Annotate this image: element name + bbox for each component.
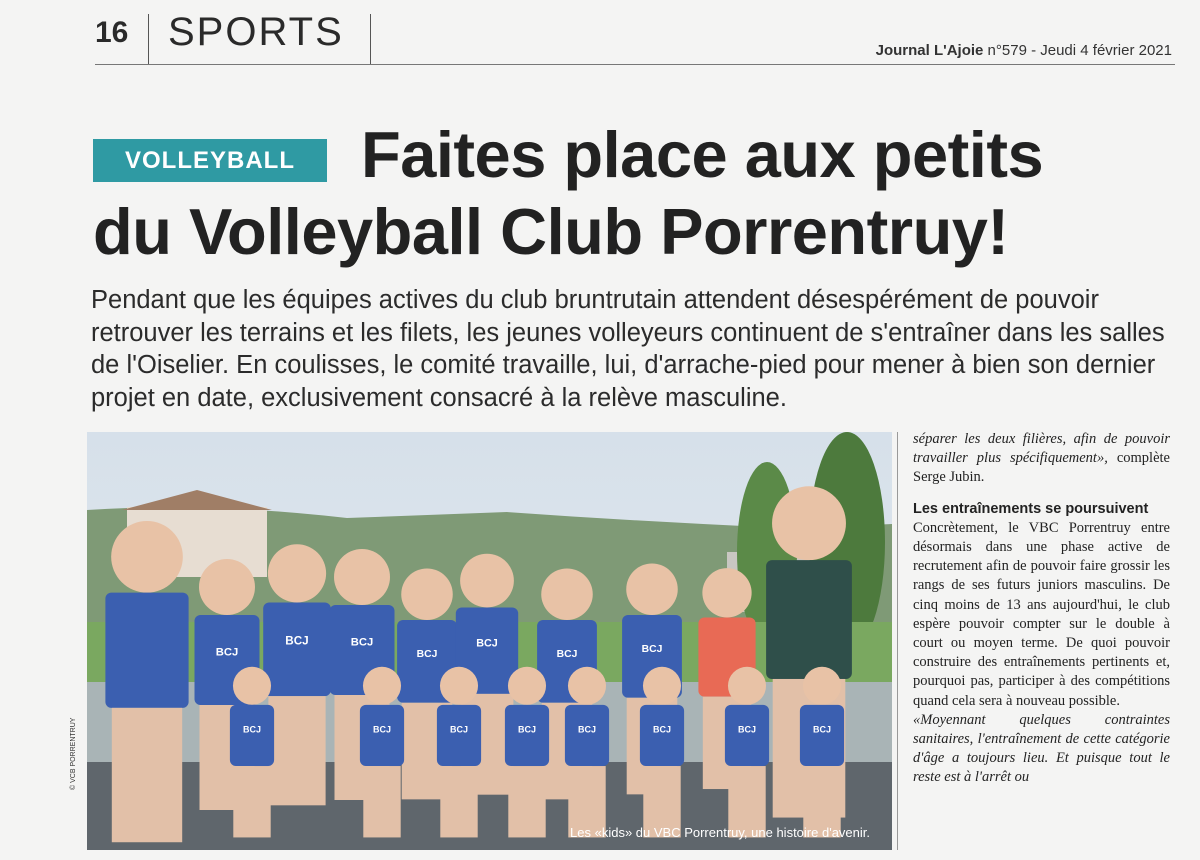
- photo-credit: © VCB PORRENTRUY: [70, 717, 77, 790]
- kid-front-legs: [233, 766, 270, 837]
- kid-front-shirt-text: BCJ: [577, 724, 597, 735]
- team-photo-image: [87, 432, 892, 850]
- kid-front-head: [643, 667, 681, 705]
- kid-front-shirt-text: BCJ: [812, 724, 832, 735]
- kid-front-shirt-text: BCJ: [652, 724, 672, 735]
- kid-shirt-text: BCJ: [476, 637, 498, 650]
- kid-front-legs: [363, 766, 400, 837]
- coach-right-head: [772, 486, 846, 560]
- publication-info: [876, 42, 1172, 59]
- kid-head: [541, 568, 593, 620]
- kid-front-jersey: [725, 705, 769, 766]
- headline-line-2: du Volleyball Club Porrentruy!: [93, 195, 1009, 268]
- kid-shirt-text: BCJ: [350, 636, 374, 649]
- photo-caption: Les «kids» du VBC Porrentruy, une histoire d'avenir.: [570, 825, 870, 840]
- kid-shirt-text: BCJ: [215, 646, 239, 659]
- kid-head: [268, 544, 326, 602]
- kid-shirt-text: BCJ: [416, 649, 438, 661]
- kid-front-shirt-text: BCJ: [242, 724, 262, 735]
- kid-front-jersey: [565, 705, 609, 766]
- kid-front-legs: [440, 766, 477, 837]
- kid-head: [702, 568, 751, 617]
- page-number: 16: [95, 16, 129, 49]
- kid-front-head: [508, 667, 546, 705]
- kid-head: [401, 568, 453, 620]
- quote-attribution: complète Serge Jubin.: [913, 450, 1170, 486]
- kid-head: [199, 559, 255, 615]
- kid-legs: [268, 696, 325, 805]
- kid-front-head: [803, 667, 841, 705]
- kid-front-jersey: [360, 705, 404, 766]
- section-title: SPORTS: [168, 10, 344, 54]
- kid-front-legs: [508, 766, 545, 837]
- header-divider: [370, 14, 371, 64]
- subheading: Les entraînements se poursuivent: [913, 500, 1149, 517]
- kid-head: [626, 563, 678, 615]
- kid-front-jersey: [800, 705, 844, 766]
- kid-front-jersey: [640, 705, 684, 766]
- kid-shirt-text: BCJ: [285, 634, 309, 648]
- kid-front-shirt-text: BCJ: [449, 724, 469, 735]
- issue-date: n°579 - Jeudi 4 février 2021: [987, 42, 1172, 59]
- kid-front-shirt-text: BCJ: [737, 724, 757, 735]
- kid-head: [334, 549, 390, 605]
- coach-right-jersey: [766, 560, 852, 679]
- kid-front-shirt-text: BCJ: [517, 724, 537, 735]
- kid-jersey: [263, 603, 331, 697]
- kid-shirt-text: BCJ: [641, 644, 663, 656]
- header-divider: [148, 14, 149, 64]
- kid-front-head: [440, 667, 478, 705]
- quote-end: séparer les deux filières, afin de pouvoir travailler plus spécifiquement»,: [913, 431, 1170, 467]
- article-lead: Pendant que les équipes actives du club bruntrutain attendent désespérément de pouvoir retrouver les terrains et les filets, les jeunes volleyeurs continuent de s'entraîner dans les salles de l'Oiselier. En coulisses, le comité travaille, lui, d'arrache-pied pour mener à bien son dernier projet en date, exclusivement consacré à la relève masculine.: [91, 286, 1165, 412]
- body-quote: «Moyennant quelques contraintes sanitaires, l'entraînement de cette catégorie d'âge a toujours lieu. Et puisque tout le reste est à l'arrêt ou: [913, 711, 1170, 786]
- coach-left-jersey: [105, 593, 188, 708]
- kid-front-head: [728, 667, 766, 705]
- coach-left-head: [111, 521, 183, 593]
- article-column: [913, 430, 1170, 788]
- kid-front-head: [568, 667, 606, 705]
- headline-line-1: Faites place aux petits: [361, 118, 1044, 191]
- coach-left-legs: [112, 708, 182, 842]
- publication-name: Journal L'Ajoie: [875, 42, 984, 59]
- kid-front-jersey: [505, 705, 549, 766]
- kid-front-head: [233, 667, 271, 705]
- header-rule: [95, 64, 1175, 65]
- team-photo: [87, 432, 892, 850]
- kid-head: [460, 554, 514, 608]
- kid-front-jersey: [230, 705, 274, 766]
- kid-front-shirt-text: BCJ: [372, 724, 392, 735]
- kid-front-jersey: [437, 705, 481, 766]
- kid-shirt-text: BCJ: [556, 649, 578, 661]
- column-rule: [897, 432, 898, 850]
- body-paragraph: Concrètement, le VBC Porrentruy entre désormais dans une phase active de recrutement afin de pouvoir faire grossir les rangs de ses futurs juniors masculins. De cinq moins de 13 ans aujourd'hui, le club espère pouvoir compter sur le double à court ou moyen terme. De quoi pouvoir construire des entraînements pertinents et, pourquoi pas, participer à des compétitions quand cela sera à nouveau possible.: [913, 519, 1170, 709]
- kid-front-head: [363, 667, 401, 705]
- category-tag: VOLLEYBALL: [93, 139, 327, 182]
